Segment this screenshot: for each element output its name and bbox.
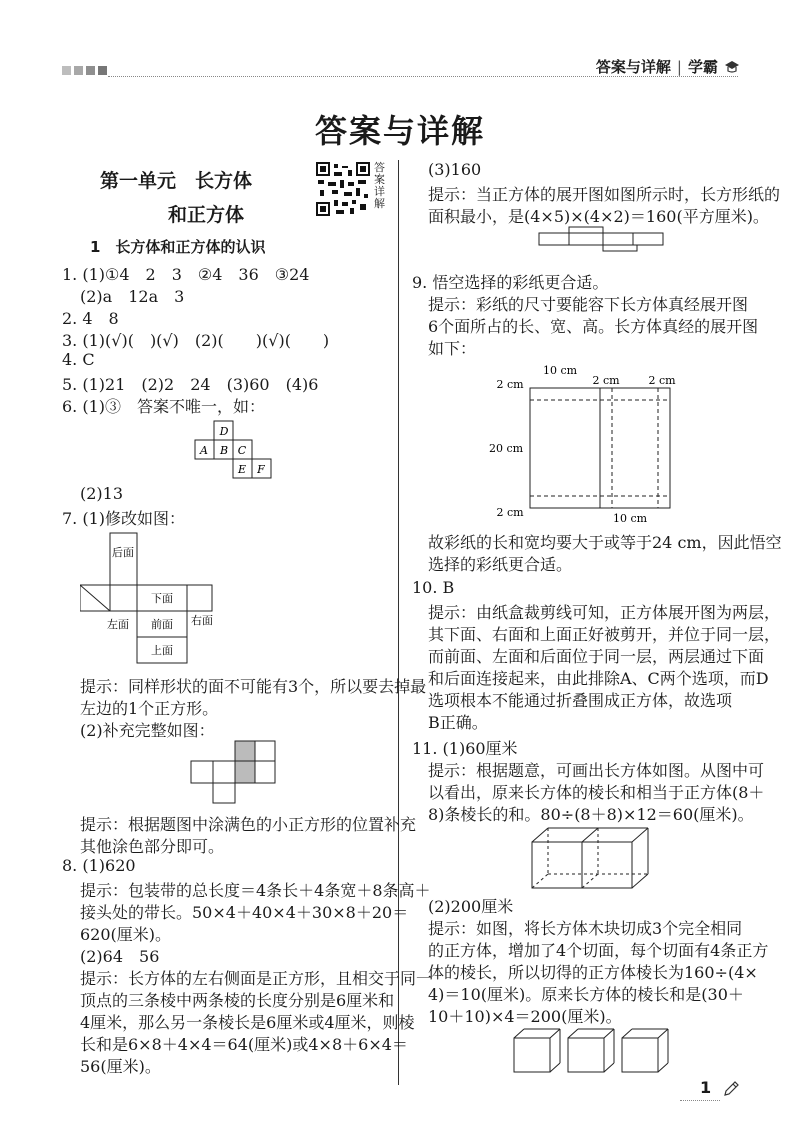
- answer-line: 11. (1)60厘米: [412, 739, 518, 758]
- cube-net-figure-6: [194, 420, 274, 480]
- hint-line: B正确。: [428, 713, 488, 732]
- header-section: 答案与详解: [595, 58, 671, 76]
- hint-line: 其他涂色部分即可。: [80, 837, 225, 856]
- net-label: F: [257, 463, 265, 476]
- answer-line: (2)a 12a 3: [80, 287, 185, 306]
- dimension-label: 2 cm: [648, 374, 676, 387]
- net-label: B: [219, 444, 229, 457]
- answer-line: 1. (1)①4 2 3 ②4 36 ③24: [62, 265, 310, 284]
- answer-line: 7. (1)修改如图：: [62, 509, 186, 528]
- answer-line: 9. 悟空选择的彩纸更合适。: [412, 273, 609, 292]
- hint-line: 8)条棱长的和。80÷(8＋8)×12＝60(厘米)。: [428, 805, 754, 824]
- dimension-label: 2 cm: [496, 378, 524, 391]
- answer-line: 2. 4 8: [62, 309, 119, 328]
- cuboid-figure-11: [530, 824, 650, 892]
- answer-line: 5. (1)21 (2)2 24 (3)60 (4)6: [62, 375, 319, 394]
- face-label: 右面: [191, 614, 213, 627]
- hint-line: 提示：由纸盒裁剪线可知，正方体展开图为两层，: [428, 603, 781, 622]
- header-decoration: [62, 66, 107, 75]
- hint-line: 体的棱长，所以切得的正方体棱长为160÷(4×: [428, 963, 758, 982]
- dimension-label: 10 cm: [542, 364, 578, 377]
- column-divider: [398, 160, 399, 1085]
- hint-line: 提示：包装带的总长度＝4条长＋4条宽＋8条高＋: [80, 881, 431, 900]
- page-number: 1: [700, 1078, 712, 1097]
- hint-line: 56(厘米)。: [80, 1057, 161, 1076]
- lesson-title: 1 长方体和正方体的认识: [90, 238, 266, 256]
- net-label: E: [237, 463, 247, 476]
- answer-line: (2)200厘米: [428, 897, 514, 916]
- hint-line: 提示：如图，将长方体木块切成3个完全相同: [428, 919, 743, 938]
- hint-line: 提示：根据题图中涂满色的小正方形的位置补充: [80, 815, 417, 834]
- answer-line: (2)64 56: [80, 947, 160, 966]
- hint-line: 和后面连接起来，由此排除A、C两个选项，而D: [428, 669, 769, 688]
- cuboid-net-figure-7: [80, 532, 220, 664]
- header-brand: 学霸: [687, 58, 718, 76]
- answer-line: (3)160: [428, 160, 482, 179]
- hint-line: 以看出，原来长方体的棱长和相当于正方体(8＋: [428, 783, 765, 802]
- hint-line: 4厘米，那么另一条棱长是6厘米或4厘米，则棱: [80, 1013, 415, 1032]
- dimension-label: 10 cm: [612, 512, 648, 525]
- answer-line: 8. (1)620: [62, 856, 136, 875]
- hint-line: 的正方体，增加了4个切面，每个切面有4条正方: [428, 941, 769, 960]
- answer-line: 4. C: [62, 350, 95, 369]
- hint-line: 提示：当正方体的展开图如图所示时，长方形纸的: [428, 185, 781, 204]
- hint-line: 顶点的三条棱中两条棱的长度分别是6厘米和: [80, 991, 395, 1010]
- face-label: 左面: [107, 618, 129, 631]
- net-label: C: [237, 444, 247, 457]
- unit-title-line1: 第一单元 长方体: [100, 170, 253, 192]
- hint-line: 其下面、右面和上面正好被剪开，并位于同一层，: [428, 625, 781, 644]
- answer-line: (2)补充完整如图：: [80, 721, 215, 740]
- face-label: 后面: [112, 546, 134, 559]
- hint-line: 面积最小，是(4×5)×(4×2)＝160(平方厘米)。: [428, 207, 769, 226]
- hint-line: 提示：同样形状的面不可能有3个，所以要去掉最: [80, 677, 427, 696]
- hint-line: 左边的1个正方形。: [80, 699, 219, 718]
- hint-line: 提示：长方体的左右侧面是正方形，且相交于同一: [80, 969, 433, 988]
- answer-line: 3. (1)(√)( )(√) (2)( )(√)( ): [62, 331, 330, 350]
- hint-line: 而前面、左面和后面位于同一层，两层通过下面: [428, 647, 765, 666]
- dimension-label: 2 cm: [592, 374, 620, 387]
- three-cubes-figure: [512, 1026, 672, 1076]
- strip-net-figure: [538, 226, 668, 256]
- net-label: A: [200, 444, 208, 457]
- cuboid-unfold-figure-9: [480, 360, 690, 530]
- graduation-cap-icon: [724, 59, 740, 75]
- face-label: 前面: [151, 618, 173, 631]
- face-label: 上面: [151, 644, 173, 657]
- qr-code-icon: [316, 162, 370, 216]
- unit-title-line2: 和正方体: [168, 204, 245, 226]
- face-label: 下面: [151, 592, 173, 605]
- hint-line: 如下：: [428, 339, 477, 358]
- answer-line: 6. (1)③ 答案不唯一，如：: [62, 397, 266, 416]
- hint-line: 提示：根据题意，可画出长方体如图。从图中可: [428, 761, 765, 780]
- net-label: D: [219, 425, 229, 438]
- hint-line: 提示：彩纸的尺寸要能容下长方体真经展开图: [428, 295, 749, 314]
- hint-line: 接头处的带长。50×4＋40×4＋30×8＋20＝: [80, 903, 409, 922]
- hint-line: 10＋10)×4＝200(厘米)。: [428, 1007, 622, 1026]
- header-separator: |: [676, 57, 682, 76]
- hint-line: 6个面所占的长、宽、高。长方体真经的展开图: [428, 317, 759, 336]
- dimension-label: 2 cm: [496, 506, 524, 519]
- answer-line: (2)13: [80, 484, 124, 503]
- pencil-icon: [722, 1080, 740, 1098]
- hint-line: 故彩纸的长和宽均要大于或等于24 cm，因此悟空: [428, 533, 782, 552]
- running-header: [596, 56, 740, 77]
- hint-line: 620(厘米)。: [80, 925, 172, 944]
- footer-rule: [680, 1100, 720, 1101]
- completed-net-figure: [190, 740, 280, 806]
- page-title: 答案与详解: [314, 112, 485, 150]
- hint-line: 选择的彩纸更合适。: [428, 555, 573, 574]
- hint-line: 4)＝10(厘米)。原来长方体的棱长和是(30＋: [428, 985, 744, 1004]
- qr-label: 答案详解: [374, 161, 385, 210]
- answer-line: 10. B: [412, 578, 455, 597]
- hint-line: 选项根本不能通过折叠围成正方体，故选项: [428, 691, 733, 710]
- dimension-label: 20 cm: [488, 442, 524, 455]
- hint-line: 长和是6×8＋4×4＝64(厘米)或4×8＋6×4＝: [80, 1035, 408, 1054]
